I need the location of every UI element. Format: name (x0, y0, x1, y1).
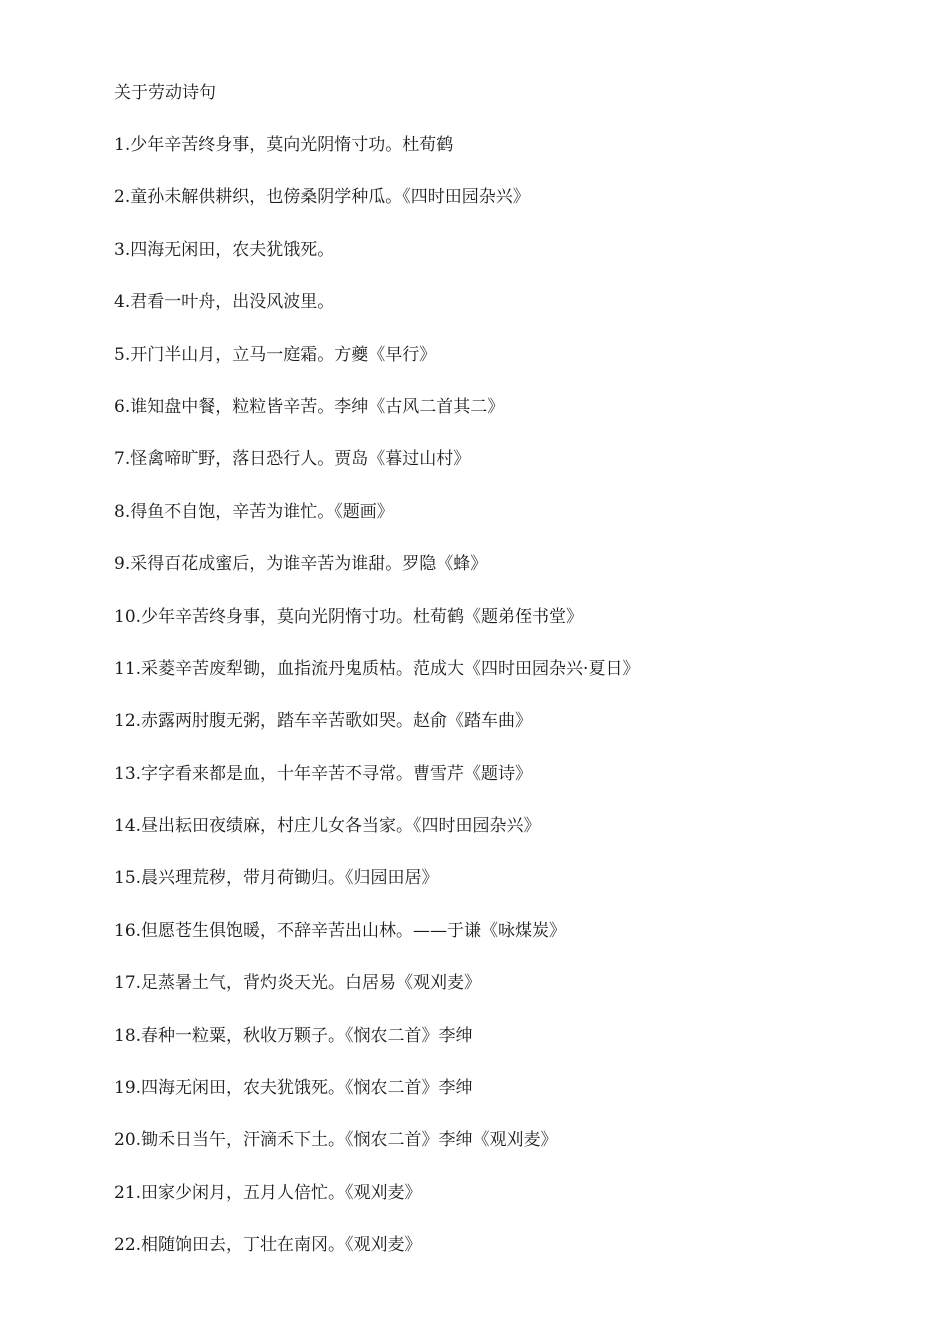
poem-line-22: 22.相随饷田去，丁壮在南冈。《观刈麦》 (114, 1235, 422, 1256)
poem-line-21: 21.田家少闲月，五月人倍忙。《观刈麦》 (114, 1182, 422, 1203)
poem-line-14: 14.昼出耘田夜绩麻，村庄儿女各当家。《四时田园杂兴》 (114, 816, 541, 837)
poem-line-18: 18.春种一粒粟，秋收万颗子。《悯农二首》李绅 (114, 1025, 473, 1046)
poem-line-13: 13.字字看来都是血，十年辛苦不寻常。曹雪芹《题诗》 (114, 763, 533, 784)
poem-line-9: 9.采得百花成蜜后，为谁辛苦为谁甜。罗隐《蜂》 (114, 554, 488, 575)
poem-line-12: 12.赤露两肘腹无粥，踏车辛苦歌如哭。赵俞《踏车曲》 (114, 711, 533, 732)
poem-line-4: 4.君看一叶舟，出没风波里。 (114, 292, 335, 313)
poem-line-10: 10.少年辛苦终身事，莫向光阴惰寸功。杜荀鹤《题弟侄书堂》 (114, 606, 584, 627)
poem-line-8: 8.得鱼不自饱，辛苦为谁忙。《题画》 (114, 501, 394, 522)
poem-line-11: 11.采菱辛苦废犁锄，血指流丹鬼质枯。范成大《四时田园杂兴·夏日》 (114, 658, 640, 679)
poem-line-6: 6.谁知盘中餐，粒粒皆辛苦。李绅《古风二首其二》 (114, 396, 505, 417)
poem-line-2: 2.童孙未解供耕织，也傍桑阴学种瓜。《四时田园杂兴》 (114, 187, 530, 208)
poem-line-7: 7.怪禽啼旷野，落日恐行人。贾岛《暮过山村》 (114, 449, 471, 470)
poem-line-17: 17.足蒸暑土气，背灼炎天光。白居易《观刈麦》 (114, 973, 482, 994)
poem-line-3: 3.四海无闲田，农夫犹饿死。 (114, 239, 335, 260)
poem-line-20: 20.锄禾日当午，汗滴禾下土。《悯农二首》李绅《观刈麦》 (114, 1130, 558, 1151)
poem-line-15: 15.晨兴理荒秽，带月荷锄归。《归园田居》 (114, 868, 439, 889)
poem-line-16: 16.但愿苍生俱饱暖，不辞辛苦出山林。——于谦《咏煤炭》 (114, 920, 567, 941)
poem-line-1: 1.少年辛苦终身事，莫向光阴惰寸功。杜荀鹤 (114, 135, 454, 155)
document-title: 关于劳动诗句 (114, 83, 216, 103)
poem-list (114, 134, 639, 1287)
poem-line-19: 19.四海无闲田，农夫犹饿死。《悯农二首》李绅 (114, 1078, 473, 1099)
poem-line-5: 5.开门半山月，立马一庭霜。方夔《早行》 (114, 344, 437, 365)
